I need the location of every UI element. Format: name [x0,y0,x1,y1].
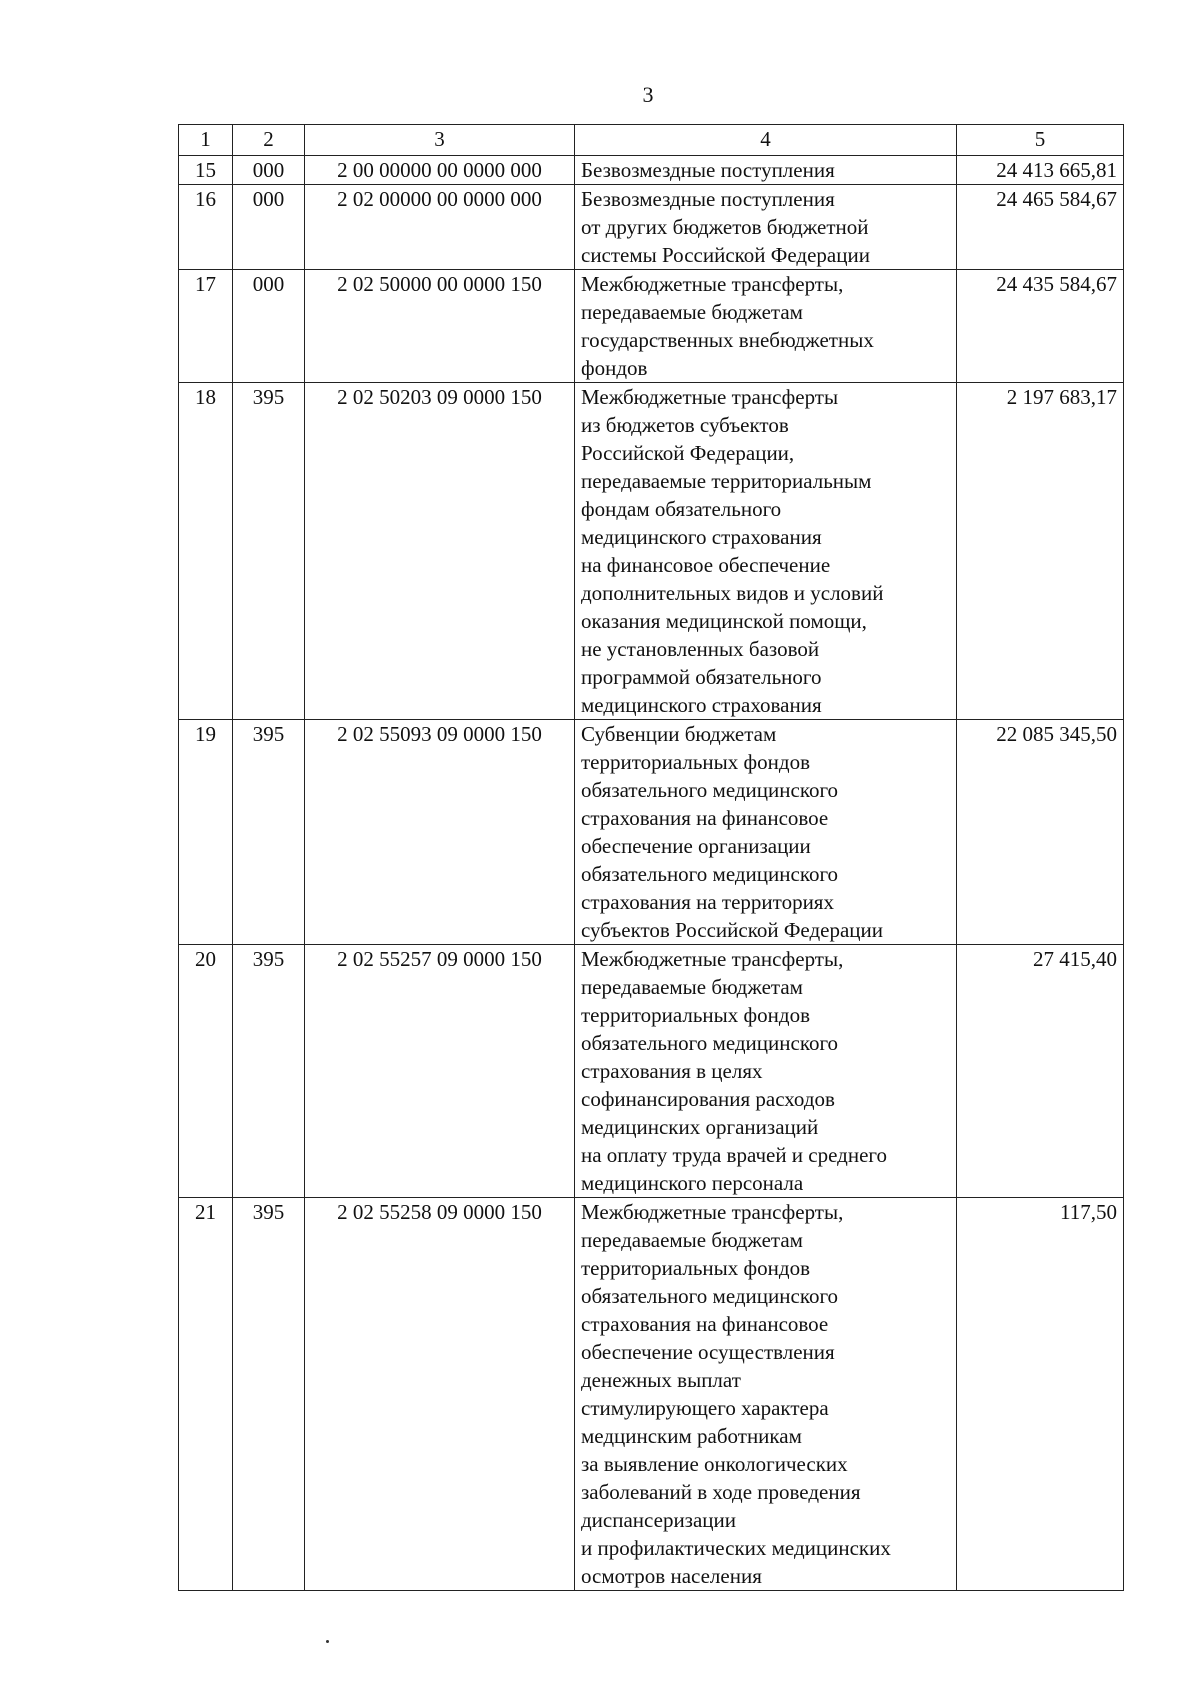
table-row [179,185,1124,270]
budget-code-cell: 2 02 55093 09 0000 150 [305,720,575,945]
budget-code-cell: 2 02 55258 09 0000 150 [305,1198,575,1591]
admin-code-cell: 395 [233,383,305,720]
amount-cell: 24 413 665,81 [957,156,1124,185]
admin-code-cell: 000 [233,185,305,270]
amount-cell: 27 415,40 [957,945,1124,1198]
row-number-cell: 17 [179,270,233,383]
amount-cell: 24 465 584,67 [957,185,1124,270]
amount-cell: 24 435 584,67 [957,270,1124,383]
revenue-name-cell: Безвозмездные поступления [575,156,957,185]
column-header: 4 [575,125,957,156]
row-number-cell: 15 [179,156,233,185]
row-number-cell: 18 [179,383,233,720]
row-number-cell: 20 [179,945,233,1198]
revenue-name-cell: Межбюджетные трансферты из бюджетов субъектов Российской Федерации, передаваемые территориальным фондам обязательного медицинского страхования на финансовое обеспечение дополнительных видов и условий оказания медицинской помощи, не установленных базовой программой обязательного медицинского страхования [575,383,957,720]
column-header: 2 [233,125,305,156]
revenue-name-cell: Субвенции бюджетам территориальных фондов обязательного медицинского страхования на финансовое обеспечение организации обязательного медицинского страхования на территориях субъектов Российской Федерации [575,720,957,945]
budget-code-cell: 2 02 50000 00 0000 150 [305,270,575,383]
budget-code-cell: 2 00 00000 00 0000 000 [305,156,575,185]
row-number-cell: 19 [179,720,233,945]
table-row [179,270,1124,383]
admin-code-cell: 000 [233,156,305,185]
admin-code-cell: 000 [233,270,305,383]
budget-code-cell: 2 02 55257 09 0000 150 [305,945,575,1198]
row-number-cell: 21 [179,1198,233,1591]
admin-code-cell: 395 [233,1198,305,1591]
column-header: 3 [305,125,575,156]
column-header: 5 [957,125,1124,156]
revenue-name-cell: Межбюджетные трансферты, передаваемые бюджетам государственных внебюджетных фондов [575,270,957,383]
budget-code-cell: 2 02 50203 09 0000 150 [305,383,575,720]
amount-cell: 22 085 345,50 [957,720,1124,945]
budget-table [178,124,1124,1591]
admin-code-cell: 395 [233,720,305,945]
admin-code-cell: 395 [233,945,305,1198]
budget-code-cell: 2 02 00000 00 0000 000 [305,185,575,270]
row-number-cell: 16 [179,185,233,270]
page-number: 3 [642,82,654,107]
amount-cell: 2 197 683,17 [957,383,1124,720]
revenue-name-cell: Межбюджетные трансферты, передаваемые бюджетам территориальных фондов обязательного медицинского страхования на финансовое обеспечение осуществления денежных выплат стимулирующего характера медцинским работникам за выявление онкологических заболеваний в ходе проведения диспансеризации и профилактических медицинских осмотров населения [575,1198,957,1591]
table-row [179,720,1124,945]
table-body [179,156,1124,1591]
column-header: 1 [179,125,233,156]
table-row [179,945,1124,1198]
table-row [179,1198,1124,1591]
stray-mark [326,1640,329,1643]
table-row [179,383,1124,720]
header-row [179,125,1124,156]
amount-cell: 117,50 [957,1198,1124,1591]
revenue-name-cell: Межбюджетные трансферты, передаваемые бюджетам территориальных фондов обязательного медицинского страхования в целях софинансирования расходов медицинских организаций на оплату труда врачей и среднего медицинского персонала [575,945,957,1198]
table-row [179,156,1124,185]
revenue-name-cell: Безвозмездные поступления от других бюджетов бюджетной системы Российской Федерации [575,185,957,270]
